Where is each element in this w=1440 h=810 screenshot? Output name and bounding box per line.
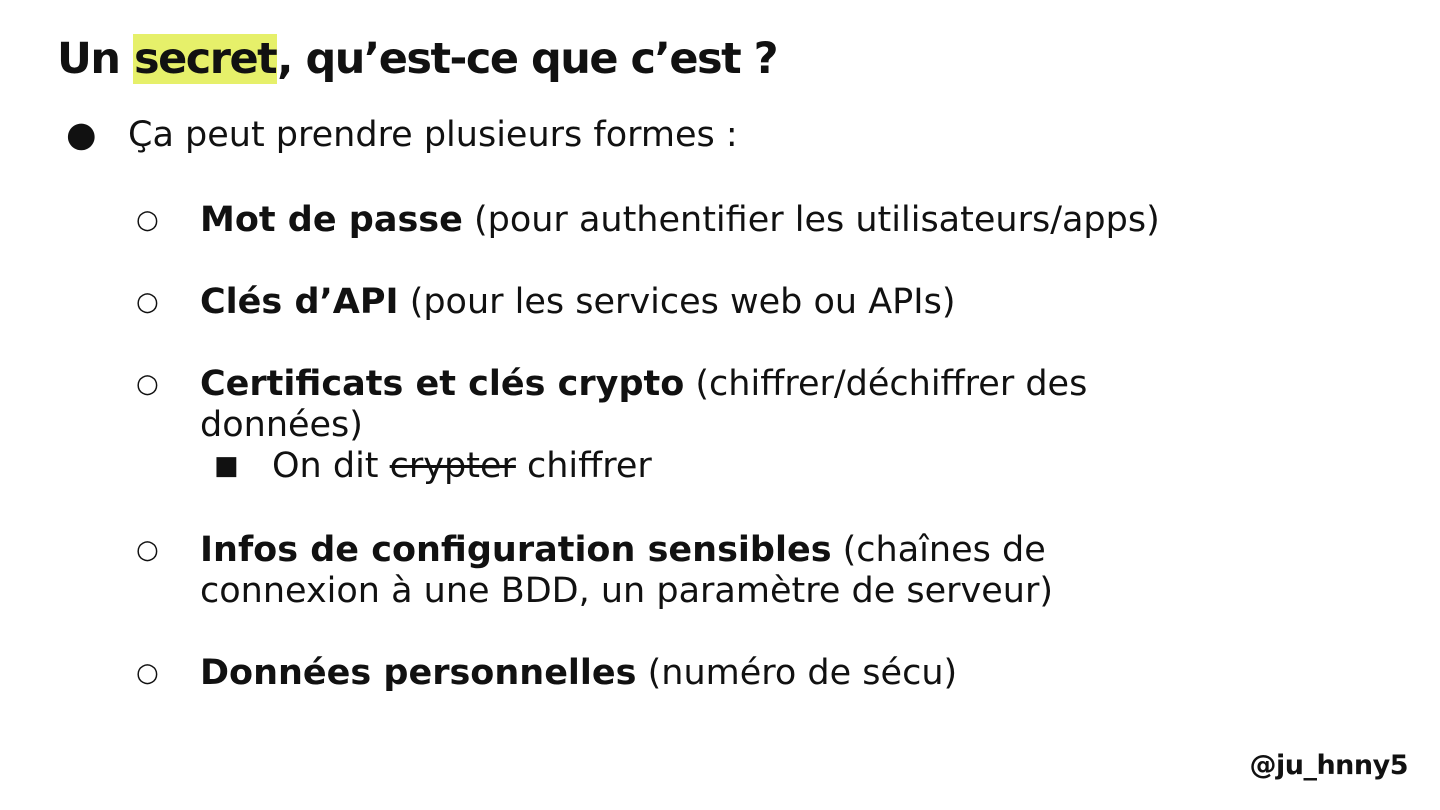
circle-bullet-icon: ○ [136, 535, 159, 565]
bullet-dot-icon: ● [66, 115, 97, 155]
circle-bullet-icon: ○ [136, 205, 159, 235]
item-description: (numéro de sécu) [636, 653, 958, 693]
item-term: Données personnelles [200, 653, 637, 693]
list-item-config [136, 530, 1046, 571]
sub-item-prefix: On dit [272, 446, 390, 486]
list-item-certificates [136, 364, 1088, 405]
circle-bullet-icon: ○ [136, 369, 159, 399]
list-item-password [136, 200, 1160, 241]
bullet-main [66, 115, 738, 156]
item-term: Certificats et clés crypto [200, 364, 685, 404]
item-term: Clés d’API [200, 282, 399, 322]
square-bullet-icon: ■ [214, 451, 239, 481]
item-term: Infos de configuration sensibles [200, 530, 832, 570]
sub-item-suffix: chiffrer [515, 446, 652, 486]
list-item-personal-data [136, 653, 958, 694]
list-item-api-keys [136, 282, 956, 323]
title-suffix: , qu’est-ce que c’est ? [277, 34, 778, 84]
struck-word: crypter [389, 446, 516, 486]
item-term: Mot de passe [200, 200, 463, 240]
circle-bullet-icon: ○ [136, 658, 159, 688]
item-description: (chiffrer/déchiffrer des [684, 364, 1088, 404]
item-description-line2: connexion à une BDD, un paramètre de serveur) [200, 571, 1053, 611]
author-handle: @ju_hnny5 [1249, 750, 1408, 781]
list-item-config-continued [200, 571, 1053, 612]
sub-item-chiffrer [214, 446, 652, 487]
circle-bullet-icon: ○ [136, 287, 159, 317]
item-description-line2: données) [200, 405, 363, 445]
list-item-certificates-continued [200, 405, 363, 446]
slide-title [57, 30, 777, 88]
title-prefix: Un [57, 34, 133, 84]
title-highlight: secret [134, 34, 277, 84]
bullet-main-text: Ça peut prendre plusieurs formes : [128, 115, 738, 155]
item-description: (chaînes de [831, 530, 1046, 570]
item-description: (pour les services web ou APIs) [398, 282, 956, 322]
item-description: (pour authentifier les utilisateurs/apps) [462, 200, 1160, 240]
